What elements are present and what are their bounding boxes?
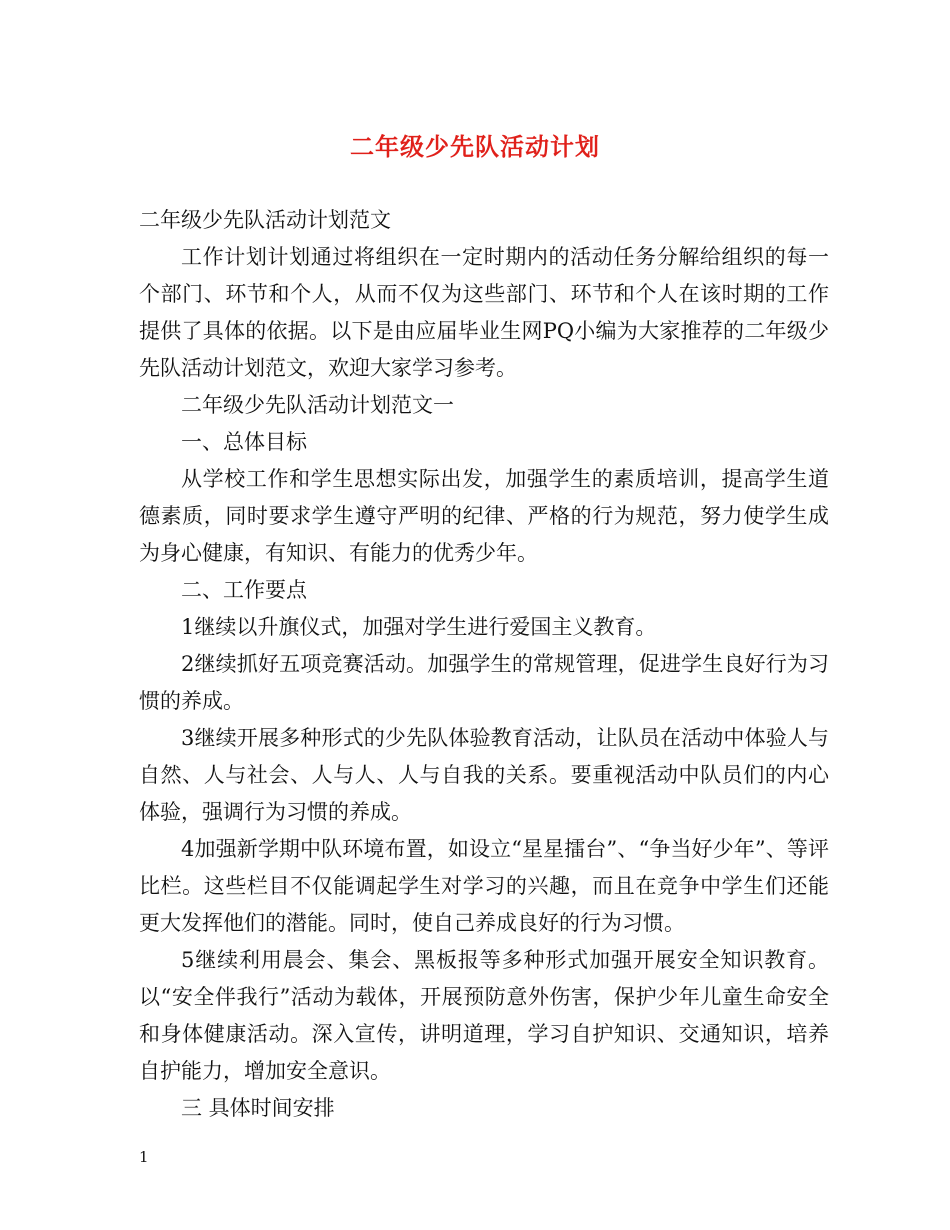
goal-paragraph: 从学校工作和学生思想实际出发，加强学生的素质培训，提高学生道德素质，同时要求学生遵守严明的纪律、严格的行为规范，努力使学生成为身心健康，有知识、有能力的优秀少年。 — [139, 467, 829, 565]
section-heading: 二年级少先队活动计划范文 — [139, 208, 391, 232]
work-point-2: 2继续抓好五项竞赛活动。加强学生的常规管理，促进学生良好行为习惯的养成。 — [139, 652, 829, 713]
work-points-heading: 二、工作要点 — [181, 578, 307, 602]
page-number: 1 — [139, 1148, 149, 1166]
work-point-5: 5继续利用晨会、集会、黑板报等多种形式加强开展安全知识教育。以“安全伴我行”活动为载体，开展预防意外伤害，保护少年儿童生命安全和身体健康活动。深入宣传，讲明道理，学习自护知识、交通知识，培养自护能力，增加安全意识。 — [139, 948, 829, 1083]
work-point-3: 3继续开展多种形式的少先队体验教育活动，让队员在活动中体验人与自然、人与社会、人与人、人与自我的关系。要重视活动中队员们的内心体验，强调行为习惯的养成。 — [139, 726, 829, 824]
goal-heading: 一、总体目标 — [181, 430, 307, 454]
work-point-1: 1继续以升旗仪式，加强对学生进行爱国主义教育。 — [181, 615, 657, 639]
work-point-4: 4加强新学期中队环境布置，如设立“星星擂台”、“争当好少年”、等评比栏。这些栏目不仅能调起学生对学习的兴趣，而且在竞争中学生们还能更大发挥他们的潜能。同时，使自己养成良好的行为习惯。 — [139, 837, 829, 935]
sample-heading: 二年级少先队活动计划范文一 — [181, 393, 454, 417]
schedule-heading: 三 具体时间安排 — [181, 1096, 335, 1120]
intro-paragraph: 工作计划计划通过将组织在一定时期内的活动任务分解给组织的每一个部门、环节和个人，从而不仅为这些部门、环节和个人在该时期的工作提供了具体的依据。以下是由应届毕业生网PQ小编为大家推荐的二年级少先队活动计划范文，欢迎大家学习参考。 — [139, 245, 829, 380]
document-body — [139, 202, 829, 1127]
document-title: 二年级少先队活动计划 — [350, 132, 600, 161]
